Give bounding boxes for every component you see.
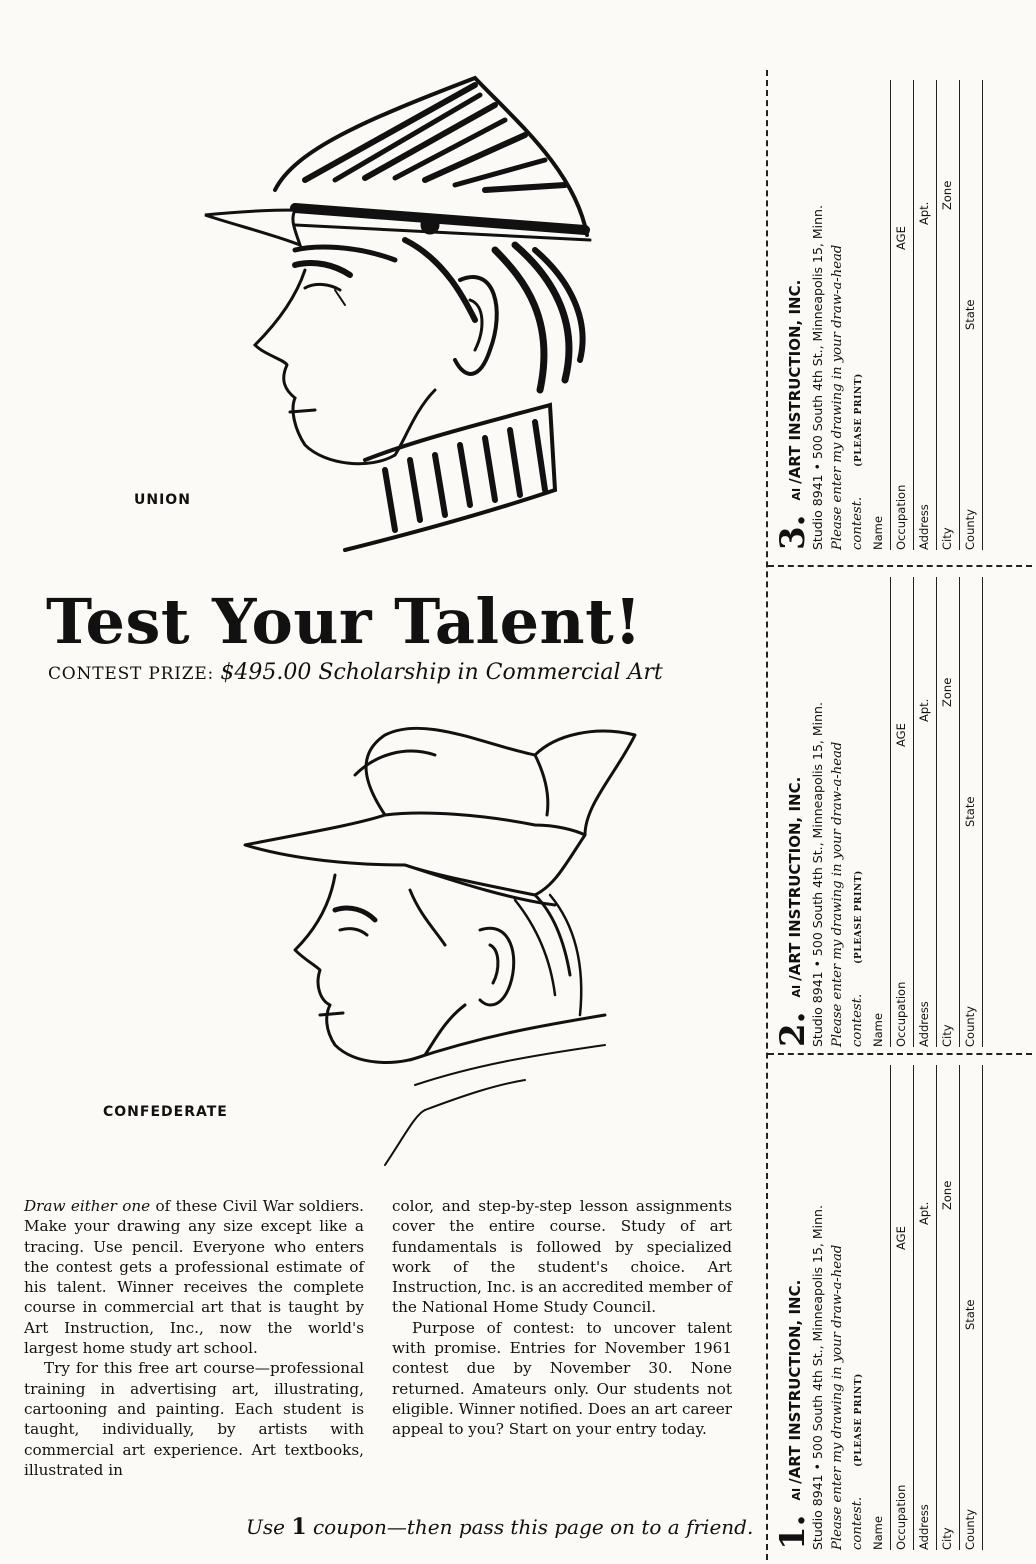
company-name: /ART INSTRUCTION, INC. <box>786 1279 804 1484</box>
footer-post: coupon—then pass this page on to a friend. <box>306 1515 754 1539</box>
company-logo: AI <box>790 487 803 501</box>
coupon-header <box>773 577 813 1047</box>
coupon-content <box>773 577 983 1047</box>
occupation-label: Occupation <box>894 981 908 1047</box>
coupon-number: 2. <box>773 1011 813 1047</box>
coupon-3 <box>770 75 1030 560</box>
body-paragraph: Try for this free art course—professional training in advertising art, illustrating, cartooning and painting. Each student is taught, individually, by artists with commercial art experience. Art textbooks, illustrated in <box>24 1359 364 1479</box>
apt-label: Apt. <box>917 201 931 225</box>
coupon-header <box>773 1065 813 1550</box>
address-field[interactable] <box>914 80 937 550</box>
city-label: City <box>940 1024 954 1047</box>
company-logo: AI <box>790 1487 803 1501</box>
coupon-request-2 <box>848 1065 868 1550</box>
city-field[interactable] <box>937 80 960 550</box>
union-caption: UNION <box>134 492 191 508</box>
coupon-request-end: contest. <box>850 496 865 550</box>
address-label: Address <box>917 1001 931 1047</box>
coupon-request-end: contest. <box>850 1496 865 1550</box>
body-paragraph: Purpose of contest: to uncover talent with promise. Entries for November 1961 contest due by November 30. None returned. Amateurs only. Our students not eligible. Winner notified. Does an art career appeal to you? Start on your entry today. <box>392 1318 732 1439</box>
cut-line-horizontal <box>768 565 1032 567</box>
apt-label: Apt. <box>917 1201 931 1225</box>
coupon-1 <box>770 1060 1030 1560</box>
footer-instruction <box>246 1514 753 1540</box>
coupon-address: Studio 8941 • 500 South 4th St., Minneapolis 15, Minn. <box>810 702 825 1047</box>
state-label: State <box>963 1299 977 1330</box>
name-field[interactable] <box>868 80 891 550</box>
occupation-label: Occupation <box>894 1484 908 1550</box>
company-name: /ART INSTRUCTION, INC. <box>786 776 804 981</box>
coupon-request: Please enter my drawing in your draw-a-head <box>830 244 845 550</box>
city-field[interactable] <box>937 1065 960 1550</box>
please-print-note: (PLEASE PRINT) <box>854 870 864 964</box>
union-soldier-illustration <box>195 60 615 560</box>
confederate-caption: CONFEDERATE <box>103 1104 228 1120</box>
city-field[interactable] <box>937 577 960 1047</box>
city-label: City <box>940 527 954 550</box>
company-logo: AI <box>790 984 803 998</box>
county-label: County <box>963 509 977 550</box>
address-label: Address <box>917 504 931 550</box>
company-name: /ART INSTRUCTION, INC. <box>786 279 804 484</box>
coupon-address: Studio 8941 • 500 South 4th St., Minneapolis 15, Minn. <box>810 1205 825 1550</box>
county-label: County <box>963 1509 977 1550</box>
name-label: Name <box>871 516 885 550</box>
please-print-note: (PLEASE PRINT) <box>854 1373 864 1467</box>
coupon-address: Studio 8941 • 500 South 4th St., Minneapolis 15, Minn. <box>810 205 825 550</box>
coupon-request: Please enter my drawing in your draw-a-head <box>830 1244 845 1550</box>
paragraph-text: of these Civil War soldiers. Make your drawing any size except like a tracing. Use pencil. Everyone who enters the contest gets a professional estimate of his talent. Winner receives the complete course in commercial art that is taught by Art Instruction, Inc., now the world's largest home study art school. <box>24 1197 364 1358</box>
address-label: Address <box>917 1504 931 1550</box>
occupation-label: Occupation <box>894 484 908 550</box>
address-field[interactable] <box>914 1065 937 1550</box>
cut-line-vertical <box>766 70 768 1560</box>
name-label: Name <box>871 1516 885 1550</box>
coupon-2 <box>770 572 1030 1050</box>
coupon-content <box>773 1065 983 1550</box>
name-field[interactable] <box>868 577 891 1047</box>
body-column-right <box>392 1196 732 1440</box>
headline: Test Your Talent! <box>46 585 642 658</box>
footer-number: 1 <box>291 1514 307 1540</box>
footer-pre: Use <box>246 1515 292 1539</box>
lead-phrase: Draw either one <box>24 1197 151 1215</box>
age-label: AGE <box>894 1226 908 1250</box>
coupon-request-end: contest. <box>850 993 865 1047</box>
zone-label: Zone <box>940 1180 954 1210</box>
coupon-number: 3. <box>773 514 813 550</box>
name-label: Name <box>871 1013 885 1047</box>
zone-label: Zone <box>940 677 954 707</box>
zone-label: Zone <box>940 180 954 210</box>
county-label: County <box>963 1006 977 1047</box>
age-label: AGE <box>894 226 908 250</box>
state-label: State <box>963 796 977 827</box>
occupation-field[interactable] <box>891 577 914 1047</box>
body-column-left <box>24 1196 364 1480</box>
county-field[interactable] <box>960 80 983 550</box>
county-field[interactable] <box>960 1065 983 1550</box>
contest-prize <box>48 660 748 685</box>
prize-value: $495.00 Scholarship in Commercial Art <box>220 660 663 685</box>
cut-line-horizontal <box>768 1053 1032 1055</box>
age-label: AGE <box>894 723 908 747</box>
coupon-request-2 <box>848 80 868 550</box>
address-field[interactable] <box>914 577 937 1047</box>
coupon-request: Please enter my drawing in your draw-a-head <box>830 741 845 1047</box>
coupon-request-2 <box>848 577 868 1047</box>
county-field[interactable] <box>960 577 983 1047</box>
coupon-header <box>773 80 813 550</box>
occupation-field[interactable] <box>891 80 914 550</box>
body-paragraph <box>24 1196 364 1358</box>
occupation-field[interactable] <box>891 1065 914 1550</box>
coupon-content <box>773 80 983 550</box>
city-label: City <box>940 1527 954 1550</box>
confederate-soldier-illustration <box>235 715 655 1175</box>
please-print-note: (PLEASE PRINT) <box>854 373 864 467</box>
apt-label: Apt. <box>917 698 931 722</box>
state-label: State <box>963 299 977 330</box>
name-field[interactable] <box>868 1065 891 1550</box>
body-paragraph: color, and step-by-step lesson assignments cover the entire course. Study of art fundamentals is followed by specialized work of the student's choice. Art Instruction, Inc. is an accredited member of the National Home Study Council. <box>392 1197 732 1317</box>
coupon-number: 1. <box>773 1514 813 1550</box>
prize-label: CONTEST PRIZE: <box>48 664 215 684</box>
